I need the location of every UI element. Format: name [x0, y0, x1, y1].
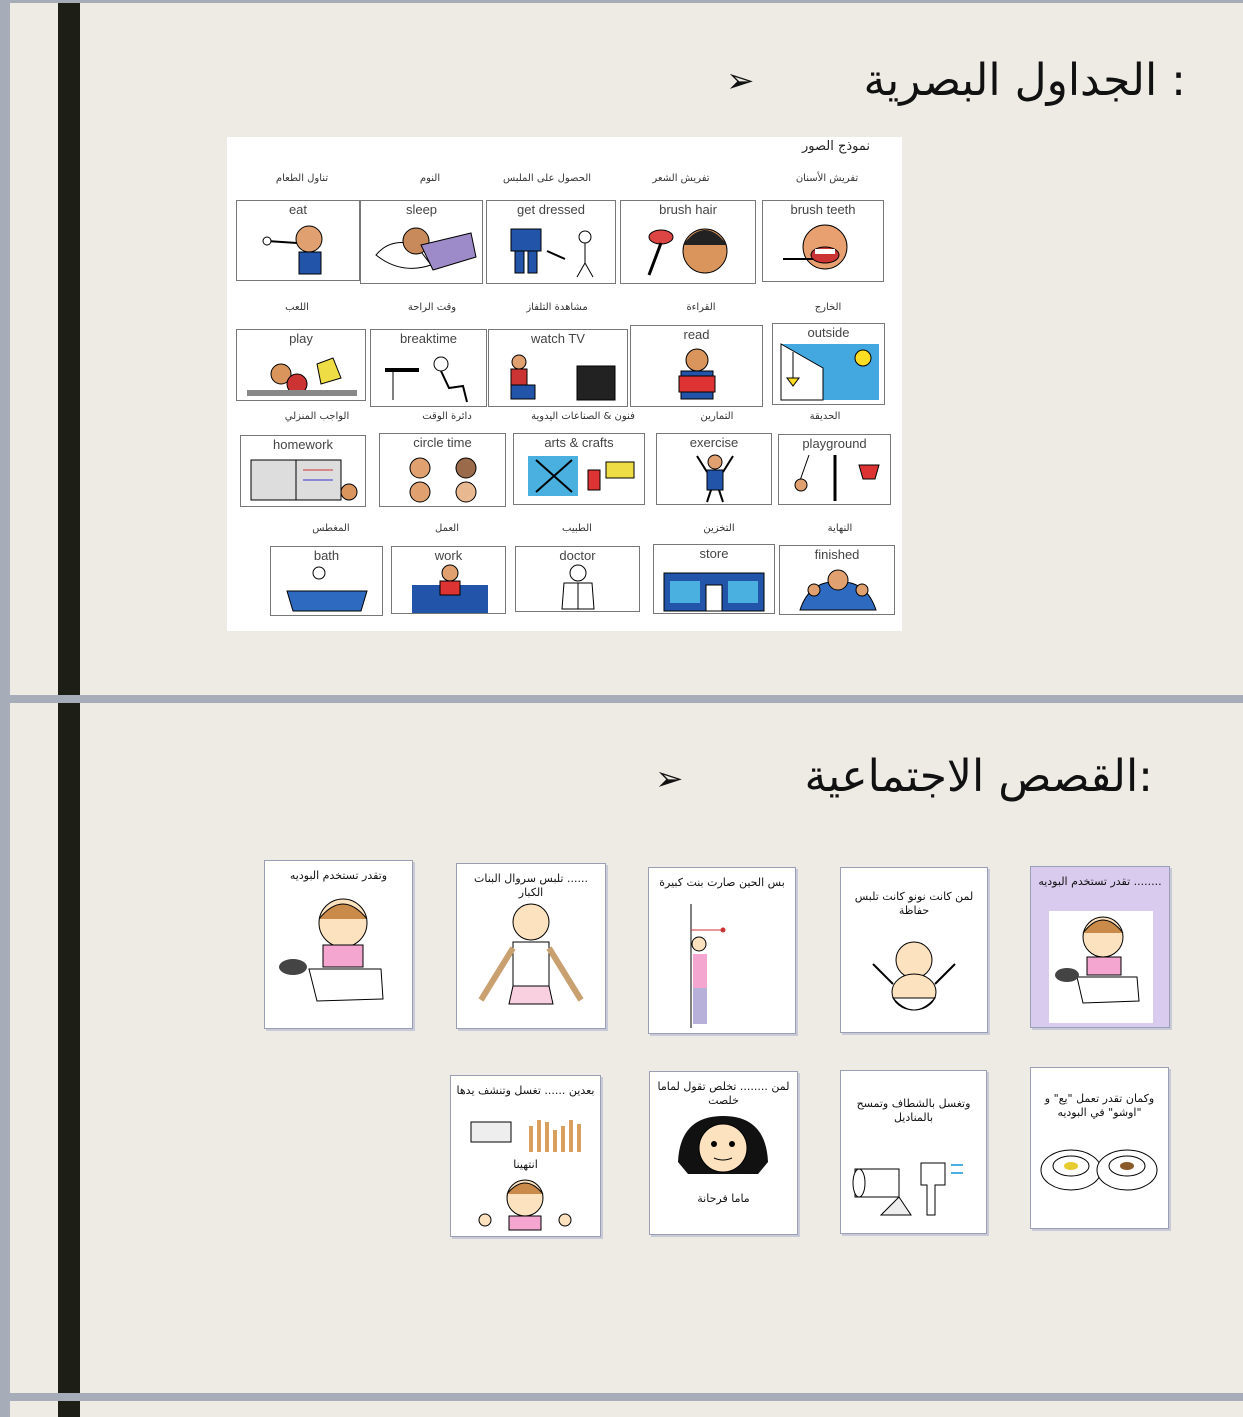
happy-girl-icon: [451, 1174, 600, 1234]
outside-sun-icon: [773, 338, 886, 404]
slide-heading: : الجداول البصرية: [863, 55, 1186, 106]
slide-social-stories: [10, 703, 1243, 1393]
card-eat: [236, 200, 360, 281]
potty-bowls-icon: [1031, 1136, 1168, 1206]
story-caption: بس الحين صارت بنت كبيرة: [659, 876, 785, 889]
label-ar: تفريش الأسنان: [795, 173, 859, 184]
card-label: eat: [288, 202, 308, 217]
story-caption: وكمان تقدر تعمل "يع" و "اوشو" في البوديه: [1044, 1092, 1155, 1119]
card-label: sleep: [405, 202, 438, 217]
card-exercise: [656, 433, 772, 505]
hairbrush-icon: [621, 215, 757, 283]
card-play: [236, 329, 366, 401]
chart-title: نموذج الصور: [801, 139, 870, 154]
story-caption: ........ تقدر تستخدم البوديه: [1038, 875, 1162, 888]
growth-chart-icon: [649, 904, 795, 1034]
doctor-icon: [516, 561, 641, 611]
story-caption: ...... تلبس سروال البنات الكبار: [474, 872, 588, 899]
circle-time-icon: [380, 448, 507, 506]
card-label: outside: [807, 325, 850, 340]
card-arts-crafts: [513, 433, 645, 505]
swing-icon: [779, 449, 892, 504]
label-ar: دائرة الوقت: [422, 411, 472, 422]
eating-icon: [237, 215, 361, 281]
card-sleep: [360, 200, 483, 284]
toys-icon: [237, 344, 367, 400]
slide-left-bar: [58, 1401, 80, 1417]
card-store: [653, 544, 775, 614]
card-watch-tv: [488, 329, 628, 407]
label-ar: القراءة: [686, 302, 716, 313]
label-ar: التمارين: [700, 411, 734, 422]
label-ar: التخزين: [703, 523, 735, 534]
story-card: [450, 1075, 601, 1237]
story-card: [1030, 1067, 1169, 1229]
label-ar: الحديقة: [809, 411, 841, 422]
story-caption-extra: انتهينا: [513, 1158, 538, 1171]
bathtub-icon: [271, 561, 384, 615]
story-caption-extra: ماما فرحانة: [697, 1192, 750, 1205]
card-outside: [772, 323, 885, 405]
card-label: read: [683, 327, 710, 342]
label-ar: الواجب المنزلي: [284, 411, 350, 422]
toothbrush-icon: [763, 215, 885, 281]
finished-hands-icon: [780, 560, 896, 614]
slide-next-partial: [10, 1401, 1243, 1417]
card-label: exercise: [689, 435, 739, 450]
card-label: work: [434, 548, 463, 563]
card-label: breaktime: [399, 331, 458, 346]
label-ar: فنون & الصناعات اليدوية: [531, 411, 635, 422]
card-label: brush hair: [659, 202, 717, 217]
story-card: [648, 867, 796, 1034]
story-caption: وتقدر تستخدم البوديه: [289, 869, 388, 882]
story-caption: وتغسل بالشطاف وتمسح بالمناديل: [856, 1097, 971, 1124]
label-ar: اللعب: [285, 302, 309, 313]
card-read: [630, 325, 763, 407]
story-card: [456, 863, 606, 1029]
mother-face-icon: [650, 1112, 797, 1192]
girl-on-potty-icon: [1031, 895, 1169, 1029]
sleeping-icon: [361, 215, 484, 283]
card-finished: [779, 545, 895, 615]
story-card: [840, 1070, 987, 1234]
card-get-dressed: [486, 200, 616, 284]
card-label: bath: [313, 548, 340, 563]
card-label: doctor: [559, 548, 596, 563]
slide-left-bar: [58, 3, 80, 695]
label-ar: الطبيب: [562, 523, 592, 534]
card-playground: [778, 434, 891, 505]
television-icon: [489, 344, 629, 406]
card-doctor: [515, 546, 640, 612]
bullet-arrow-icon: ➢: [655, 759, 684, 799]
store-icon: [654, 559, 776, 613]
label-ar: الحصول على الملبس: [502, 173, 592, 184]
card-label: playground: [802, 436, 867, 451]
label-ar: النوم: [419, 173, 441, 184]
exercise-icon: [657, 448, 773, 504]
card-label: circle time: [413, 435, 472, 450]
card-circle-time: [379, 433, 506, 507]
card-label: finished: [814, 547, 860, 562]
label-ar: النهاية: [827, 523, 853, 534]
bullet-arrow-icon: ➢: [726, 61, 755, 101]
label-ar: تفريش الشعر: [652, 173, 710, 184]
card-brush-teeth: [762, 200, 884, 282]
breaktime-icon: [371, 344, 488, 406]
homework-icon: [241, 450, 367, 506]
label-ar: المغطس: [312, 523, 350, 534]
card-homework: [240, 435, 366, 507]
card-brush-hair: [620, 200, 756, 284]
card-label: homework: [273, 437, 333, 452]
arts-crafts-icon: [514, 448, 646, 504]
story-caption: لمن كانت نونو كانت تلبس حفاظة: [854, 890, 974, 917]
story-card: [1030, 866, 1170, 1028]
card-label: watch TV: [531, 331, 585, 346]
toilet-paper-and-bidet-icon: [841, 1155, 986, 1225]
card-work: [391, 546, 506, 614]
picture-schedule-chart: [227, 137, 902, 631]
story-card: [840, 867, 988, 1033]
slide-heading: :القصص الاجتماعية: [804, 751, 1153, 802]
girl-on-potty-icon: [265, 889, 412, 1029]
label-ar: العمل: [434, 523, 460, 534]
story-card: [649, 1071, 798, 1235]
label-ar: وقت الراحة: [407, 302, 457, 313]
work-desk-icon: [392, 561, 507, 613]
card-label: play: [289, 331, 313, 346]
girl-underwear-icon: [457, 900, 605, 1030]
card-breaktime: [370, 329, 487, 407]
slide-visual-schedules: [10, 3, 1243, 695]
clothes-icon: [487, 215, 617, 283]
slide-left-bar: [58, 703, 80, 1393]
label-ar: مشاهدة التلفاز: [526, 302, 588, 313]
book-reading-icon: [631, 340, 764, 406]
story-card: [264, 860, 413, 1029]
card-label: arts & crafts: [544, 435, 614, 450]
card-label: store: [699, 546, 729, 561]
washing-hands-icon: [451, 1112, 600, 1162]
card-label: brush teeth: [790, 202, 856, 217]
baby-diaper-icon: [841, 930, 987, 1030]
story-caption: بعدين ...... تغسل وتنشف يدها: [456, 1084, 595, 1097]
label-ar: تناول الطعام: [275, 173, 329, 184]
label-ar: الخارج: [814, 302, 842, 313]
card-label: get dressed: [517, 202, 585, 217]
story-caption: لمن ........ تخلص تقول لماما خلصت: [657, 1080, 790, 1107]
card-bath: [270, 546, 383, 616]
